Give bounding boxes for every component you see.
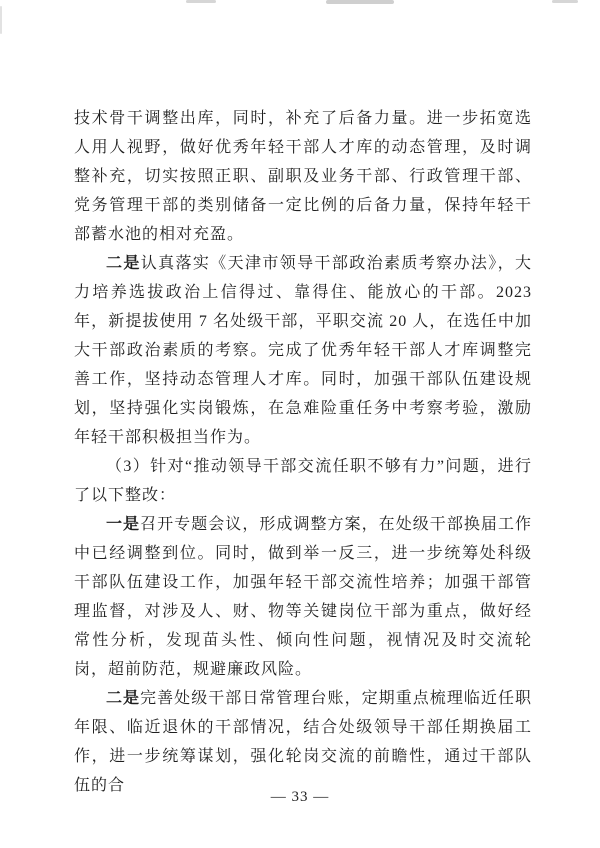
scan-artifact [0,6,2,34]
paragraph-lead: 一是 [106,516,141,533]
paragraph-lead: 二是 [106,255,141,272]
paragraph-lead: 二是 [106,690,141,707]
paragraph: 二是完善处级干部日常管理台账，定期重点梳理临近任职年限、临近退休的干部情况，结合处级领导干部任期换届工作，进一步统筹谋划，强化轮岗交流的前瞻性，通过干部队伍的合 [74,690,532,794]
document-body [74,104,532,800]
paragraph: 技术骨干调整出库，同时，补充了后备力量。进一步拓宽选人用人视野，做好优秀年轻干部人才库的动态管理，及时调整补充，切实按照正职、副职及业务干部、行政管理干部、党务管理干部的类别储备一定比例的后备力量，保持年轻干部蓄水池的相对充盈。 [74,110,532,243]
scan-artifact [552,0,578,3]
page-number: — 33 — [270,789,330,805]
paragraph: 一是召开专题会议，形成调整方案，在处级干部换届工作中已经调整到位。同时，做到举一反三，进一步统筹处科级干部队伍建设工作，加强年轻干部交流性培养；加强干部管理监督，对涉及人、财、物等关键岗位干部为重点，做好经常性分析，发现苗头性、倾向性问题，视情况及时交流轮岗，超前防范，规避廉政风险。 [74,516,532,678]
scan-artifact [186,0,216,3]
paragraph: 二是认真落实《天津市领导干部政治素质考察办法》，大力培养选拔政治上信得过、靠得住、能放心的干部。2023 年，新提拔使用 7 名处级干部，平职交流 20 人，在选任中加大干部政治素质的考察。完成了优秀年轻干部人才库调整完善工作，坚持动态管理人才库。同时，加强干部队伍建设规划，坚持强化实岗锻炼，在急难险重任务中考察考验，激励年轻干部积极担当作为。 [74,255,532,446]
scan-artifact [326,0,394,4]
paragraph: （3）针对“推动领导干部交流任职不够有力”问题，进行了以下整改： [74,458,532,504]
